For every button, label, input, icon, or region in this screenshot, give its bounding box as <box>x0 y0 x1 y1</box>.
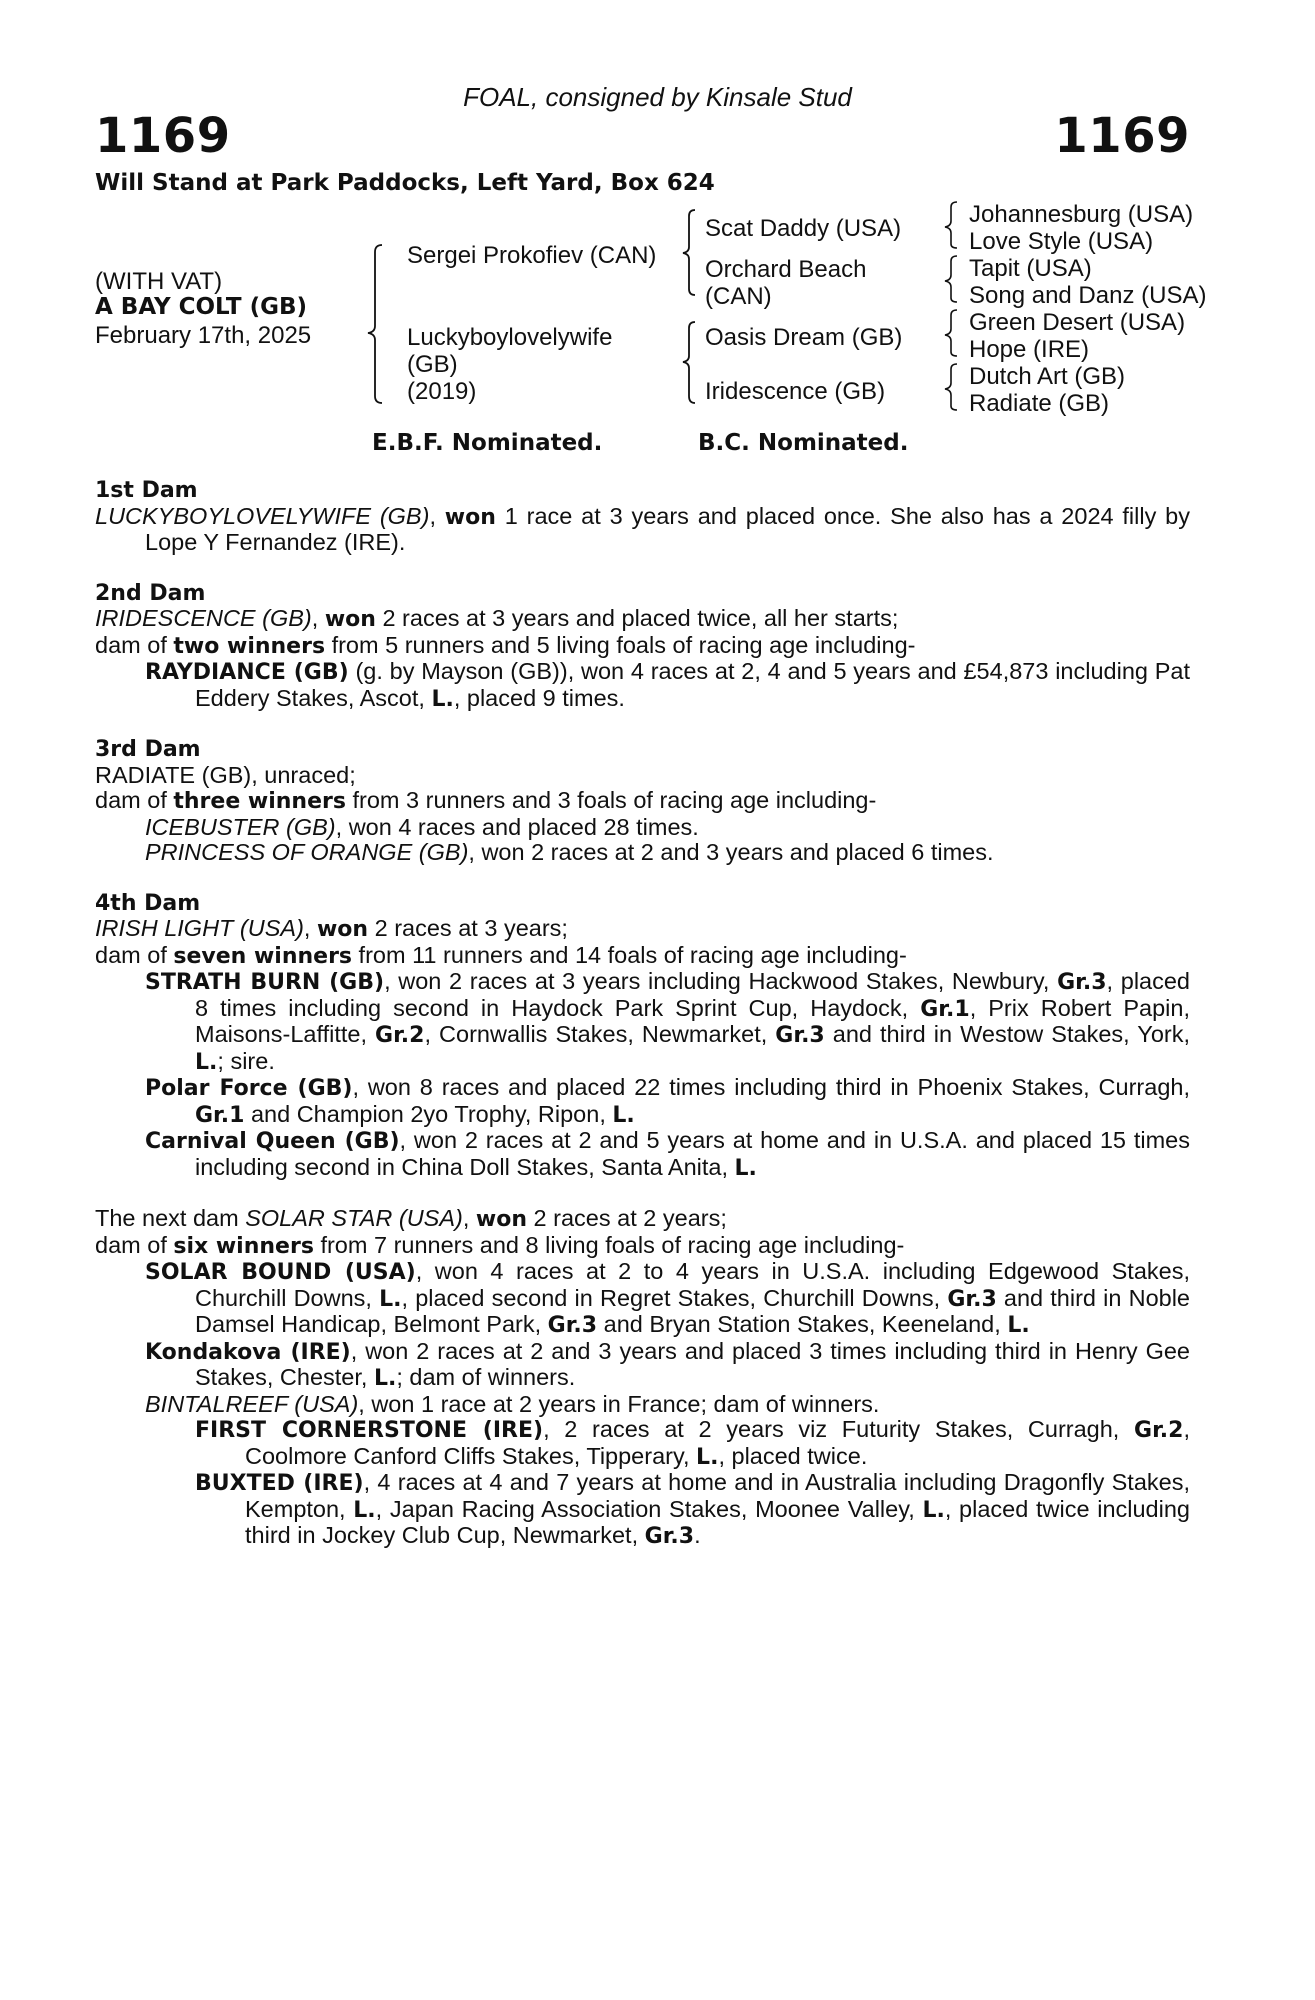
offspring-name: FIRST CORNERSTONE (IRE) <box>195 1418 544 1443</box>
first-dam-record: LUCKYBOYLOVELYWIFE (GB), won 1 race at 3 years and placed once. She also has a 2024 filly by Lope Y Fernandez (IRE). <box>95 502 1190 555</box>
third-dam-section <box>95 737 1190 866</box>
won-label: won <box>444 504 496 530</box>
produce-record <box>95 478 1190 1550</box>
race-grade: Gr.3 <box>1057 970 1107 995</box>
lot-number-left: 1169 <box>95 108 231 164</box>
offspring-name: BUXTED (IRE) <box>195 1471 364 1496</box>
brace-gen2-top <box>683 210 695 295</box>
brace-gen3-1 <box>945 202 957 248</box>
pedigree-sire-sire: Scat Daddy (USA) <box>705 215 902 242</box>
second-dam-section <box>95 581 1190 713</box>
race-grade: L. <box>379 1286 402 1312</box>
pedigree-gg-5: Green Desert (USA) <box>969 309 1186 336</box>
next-dam-section <box>95 1206 1190 1550</box>
race-grade: Gr.2 <box>375 1023 425 1048</box>
first-dam-section <box>95 478 1190 556</box>
grand-offspring-entry: BUXTED (IRE), 4 races at 4 and 7 years at home and in Australia including Dragonfly Stakes, Kempton, L., Japan Racing Association Stakes, Moonee Valley, L., placed twice including third in Jockey Club Cup, Newmarket, Gr.3. <box>195 1469 1190 1549</box>
pedigree-dam-line-1: Luckyboylovelywife <box>407 324 613 351</box>
pedigree-gg-6: Hope (IRE) <box>969 336 1090 363</box>
race-grade: Gr.1 <box>920 996 970 1022</box>
offspring-entry: RAYDIANCE (GB) (g. by Mayson (GB)), won 4 races at 2, 4 and 5 years and £54,873 including Pat Eddery Stakes, Ascot, L., placed 9 times. <box>145 658 1190 712</box>
winners-count: two winners <box>173 633 326 659</box>
vat-label: (WITH VAT) <box>95 268 223 295</box>
race-grade: Gr.1 <box>195 1102 245 1128</box>
consignment-line: FOAL, consigned by Kinsale Stud <box>463 82 852 112</box>
pedigree-dam-dam: Iridescence (GB) <box>705 378 886 405</box>
offspring-entry: Carnival Queen (GB), won 2 races at 2 and 5 years at home and in U.S.A. and placed 15 times including second in China Doll Stakes, Santa Anita, L. <box>145 1127 1190 1181</box>
brace-gen2-bottom <box>683 322 695 403</box>
pedigree-dam-line-3: (2019) <box>407 378 477 405</box>
offspring-entry: STRATH BURN (GB), won 2 races at 3 years including Hackwood Stakes, Newbury, Gr.3, placed 8 times including second in Haydock Park Sprint Cup, Haydock, Gr.1, Prix Robert Papin, Maisons-Laffitte, Gr.2, Cornwallis Stakes, Newmarket, Gr.3 and third in Westow Stakes, York, L.; sire. <box>145 968 1190 1075</box>
pedigree-sire-dam-line-2: (CAN) <box>705 283 772 310</box>
pedigree-gg-3: Tapit (USA) <box>969 255 1092 282</box>
race-grade: Gr.3 <box>947 1286 997 1312</box>
offspring-name: Polar Force (GB) <box>145 1076 353 1101</box>
offspring-name: Kondakova (IRE) <box>145 1339 351 1365</box>
pedigree-gg-1: Johannesburg (USA) <box>969 201 1194 228</box>
third-dam-record: RADIATE (GB), unraced; <box>95 761 356 788</box>
race-grade: L. <box>195 1049 218 1075</box>
won-label: won <box>475 1207 528 1232</box>
race-grade: Gr.3 <box>547 1313 598 1338</box>
brace-gen3-4 <box>945 364 957 410</box>
grand-offspring-entry: FIRST CORNERSTONE (IRE), 2 races at 2 years viz Futurity Stakes, Curragh, Gr.2, Coolmore Canford Cliffs Stakes, Tipperary, L., placed twice. <box>195 1416 1190 1470</box>
fourth-dam-heading: 4th Dam <box>95 890 201 916</box>
offspring-name: RAYDIANCE (GB) <box>145 660 349 685</box>
fourth-dam-record: IRISH LIGHT (USA), won 2 races at 3 years; <box>95 915 568 942</box>
offspring-name: Carnival Queen (GB) <box>145 1129 400 1154</box>
dam-name: SOLAR STAR (USA) <box>245 1205 463 1231</box>
pedigree-sire-dam <box>705 256 866 310</box>
brace-gen1 <box>368 245 382 403</box>
pedigree-dam <box>407 324 612 405</box>
next-dam-record: The next dam SOLAR STAR (USA), won 2 races at 2 years; <box>95 1205 727 1232</box>
horse-name: A BAY COLT (GB) <box>95 294 308 320</box>
pedigree-dam-line-2: (GB) <box>407 351 458 378</box>
fourth-dam-section <box>95 891 1190 1182</box>
pedigree-sire-dam-line-1: Orchard Beach <box>705 256 867 283</box>
pedigree-gg-2: Love Style (USA) <box>969 228 1154 255</box>
race-grade: L. <box>431 686 454 712</box>
race-grade: L. <box>612 1102 635 1128</box>
stand-location: Will Stand at Park Paddocks, Left Yard, Box 624 <box>95 170 715 196</box>
offspring-entry: PRINCESS OF ORANGE (GB), won 2 races at 2 and 3 years and placed 6 times. <box>145 839 994 865</box>
race-grade: L. <box>734 1155 757 1181</box>
race-grade: L. <box>353 1497 376 1523</box>
first-dam-heading: 1st Dam <box>95 478 198 503</box>
pedigree-sire: Sergei Prokofiev (CAN) <box>407 242 657 269</box>
offspring-name: PRINCESS OF ORANGE (GB) <box>145 839 469 865</box>
pedigree-gg-7: Dutch Art (GB) <box>969 363 1126 390</box>
race-grade: Gr.2 <box>1134 1418 1184 1443</box>
dam-name: IRIDESCENCE (GB) <box>95 605 312 631</box>
next-dam-produce-summary: dam of six winners from 7 runners and 8 living foals of racing age including- <box>95 1231 905 1259</box>
race-grade: L. <box>696 1444 719 1470</box>
race-grade: L. <box>1007 1313 1030 1338</box>
won-label: won <box>316 917 369 942</box>
second-dam-heading: 2nd Dam <box>95 580 206 606</box>
foaling-date: February 17th, 2025 <box>95 322 312 349</box>
brace-gen3-2 <box>945 256 957 302</box>
offspring-entry: ICEBUSTER (GB), won 4 races and placed 28 times. <box>145 813 699 840</box>
third-dam-produce-summary: dam of three winners from 3 runners and 3 foals of racing age including- <box>95 787 877 814</box>
offspring-name: SOLAR BOUND (USA) <box>145 1260 416 1285</box>
pedigree-dam-sire: Oasis Dream (GB) <box>705 324 903 351</box>
winners-count: seven winners <box>173 943 353 969</box>
second-dam-record: IRIDESCENCE (GB), won 2 races at 3 years and placed twice, all her starts; <box>95 605 899 632</box>
dam-name: LUCKYBOYLOVELYWIFE (GB) <box>95 502 430 529</box>
pedigree-gg-8: Radiate (GB) <box>969 390 1110 417</box>
pedigree-gg-4: Song and Danz (USA) <box>969 282 1207 309</box>
winners-count: six winners <box>173 1233 314 1259</box>
offspring-entry: Polar Force (GB), won 8 races and placed 22 times including third in Phoenix Stakes, Curragh, Gr.1 and Champion 2yo Trophy, Ripon, L. <box>145 1074 1190 1128</box>
bc-nominated: B.C. Nominated. <box>698 430 909 456</box>
dam-name: IRISH LIGHT (USA) <box>95 915 304 941</box>
offspring-name: BINTALREEF (USA) <box>145 1390 359 1417</box>
race-grade: Gr.3 <box>775 1023 825 1048</box>
lot-number-right: 1169 <box>1054 108 1190 164</box>
brace-gen3-3 <box>945 310 957 356</box>
offspring-name: ICEBUSTER (GB) <box>145 813 336 840</box>
fourth-dam-produce-summary: dam of seven winners from 11 runners and 14 foals of racing age including- <box>95 941 907 969</box>
winners-count: three winners <box>173 789 346 814</box>
offspring-entry: SOLAR BOUND (USA), won 4 races at 2 to 4 years in U.S.A. including Edgewood Stakes, Churchill Downs, L., placed second in Regret Stakes, Churchill Downs, Gr.3 and third in Noble Damsel Handicap, Belmont Park, Gr.3 and Bryan Station Stakes, Keeneland, L. <box>145 1258 1191 1338</box>
offspring-entry: Kondakova (IRE), won 2 races at 2 and 3 years and placed 3 times including third in Henry Gee Stakes, Chester, L.; dam of winners. <box>145 1337 1190 1391</box>
third-dam-heading: 3rd Dam <box>95 737 201 762</box>
second-dam-produce-summary: dam of two winners from 5 runners and 5 living foals of racing age including- <box>95 631 916 659</box>
race-grade: L. <box>922 1497 945 1523</box>
ebf-nominated: E.B.F. Nominated. <box>372 430 603 456</box>
race-grade: Gr.3 <box>644 1524 695 1549</box>
race-grade: L. <box>373 1366 397 1391</box>
offspring-name: STRATH BURN (GB) <box>145 970 385 995</box>
won-label: won <box>324 607 376 632</box>
offspring-entry: BINTALREEF (USA), won 1 race at 2 years in France; dam of winners. <box>145 1390 880 1417</box>
